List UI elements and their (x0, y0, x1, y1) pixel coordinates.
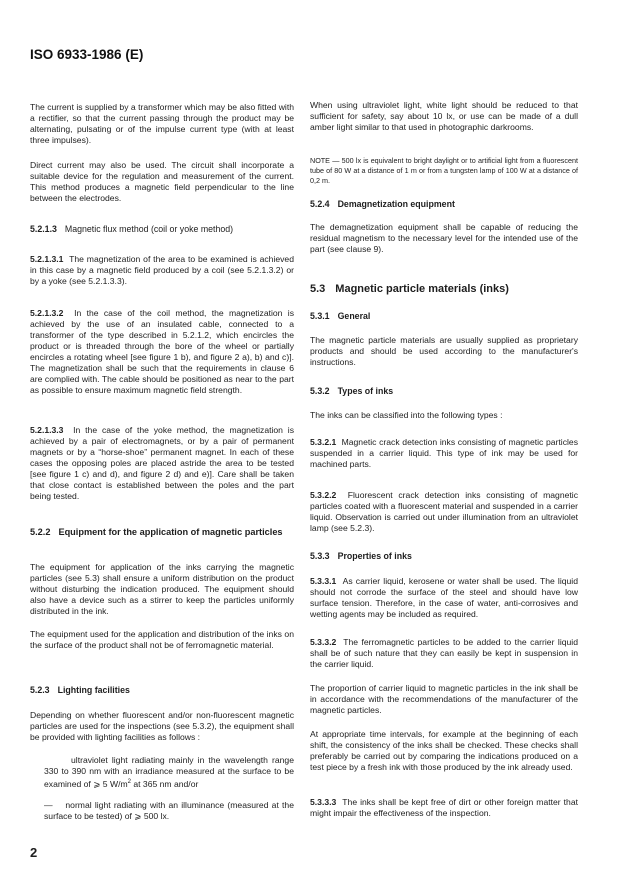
dash-bullet: — (44, 800, 53, 810)
section-heading-5-3-3 (310, 551, 578, 562)
clause-number: 5.2.1.3.1 (30, 254, 64, 264)
paragraph: At appropriate time intervals, for example at the beginning of each shift, the consistency of the inks shall be checked. These checks shall preferably be carried out by comparing the indications produced on a test piece by a fresh ink with those produced by the ink already used. (310, 729, 578, 772)
clause-number: 5.3.3.1 (310, 576, 337, 586)
section-title: Magnetic particle materials (inks) (335, 283, 509, 295)
clause-5-2-1-3-2 (30, 308, 294, 396)
paragraph: The demagnetization equipment shall be capable of reducing the residual magnetism to the necessary level for the intended use of the part (see clause 9). (310, 222, 578, 254)
clause-text: In the case of the yoke method, the magnetization is achieved by a pair of electromagnets, or by a pair of permanent magnets or by a “horse-shoe” permanent magnet. In each of these cases the opposing poles are placed astride the area to be tested [see figure 1 c) and d), and figure 2 d) and e)]. Care shall be taken that close contact is established between the poles and the part being tested. (30, 425, 295, 501)
section-heading-5-2-2 (30, 527, 294, 538)
clause-5-3-2-2 (310, 490, 578, 534)
section-title: Demagnetization equipment (337, 199, 455, 209)
clause-5-3-3-2 (310, 637, 578, 670)
clause-number: 5.2.1.3.3 (30, 425, 64, 435)
clause-5-3-3-1 (310, 576, 578, 620)
section-title: Types of inks (337, 386, 394, 396)
paragraph: Direct current may also be used. The circuit shall incorporate a suitable device for the regulation and measurement of the current. This method produces a magnetic field perpendicular to the line between the electrodes. (30, 160, 294, 203)
section-number: 5.3.3 (310, 551, 330, 561)
clause-text: In the case of the coil method, the magnetization is achieved by the use of an insulated cable, connected to a transformer of the type described in 5.2.1.2, which encircles the product or is threaded through the bore of the wheel or partially encircles a rotating wheel [see figure 1 b), and figure 2 a), b) and c)]. The magnetization shall be such that the requirements in clause 6 are complied with. The cable should be positioned as near to the part as possible to ensure maximum magnetic field strength. (30, 308, 294, 395)
clause-text: Magnetic crack detection inks consisting of magnetic particles suspended in a carrier liquid. This type of ink may be used for machined parts. (310, 437, 578, 469)
section-heading-5-3 (310, 283, 578, 296)
clause-text: As carrier liquid, kerosene or water shall be used. The liquid should not corrode the surface of the steel and should have low surface tension. Therefore, in the case of water, anti-corrosives and wetting agents may be included as required. (310, 576, 578, 619)
clause-5-2-1-3-1 (30, 254, 294, 287)
list-item-normal-light (30, 800, 294, 822)
section-title: Properties of inks (337, 551, 412, 561)
superscript: 2 (127, 779, 131, 785)
document-header: ISO 6933-1986 (E) (30, 47, 144, 62)
list-item-text: normal light radiating with an illuminance (measured at the surface to be tested) of ⩾ 500 lx. (44, 800, 294, 821)
section-heading-5-3-2 (310, 386, 578, 397)
clause-number: 5.3.2.1 (310, 437, 337, 447)
paragraph: The equipment used for the application and distribution of the inks on the surface of the product shall not be of ferromagnetic material. (30, 629, 294, 650)
clause-text: Fluorescent crack detection inks consisting of magnetic particles coated with a fluorescent material and suspended in a carrier liquid. Observation is carried out under illumination from an ultraviolet lamp (see 5.2.3). (310, 490, 578, 533)
section-title: General (337, 311, 371, 321)
page-number: 2 (30, 845, 38, 860)
section-number: 5.3.2 (310, 386, 330, 396)
list-item-text: ultraviolet light radiating mainly in the wavelength range 330 to 390 nm with an irradiance measured at the surface to be examined of ⩾ 5 W/m (44, 755, 294, 789)
section-title: Lighting facilities (57, 685, 130, 695)
section-number: 5.2.4 (310, 199, 330, 209)
clause-text: The inks shall be kept free of dirt or other foreign matter that might impair the effectiveness of the inspection. (310, 797, 579, 818)
section-title: Magnetic flux method (coil or yoke method) (64, 224, 234, 234)
clause-number: 5.3.3.3 (310, 797, 337, 807)
clause-5-3-3-3 (310, 797, 578, 819)
section-number: 5.2.1.3 (30, 224, 57, 234)
clause-number: 5.2.1.3.2 (30, 308, 64, 318)
paragraph: The proportion of carrier liquid to magnetic particles in the ink shall be in accordance with the recommendations of the manufacturer of the magnetic particles. (310, 683, 578, 715)
paragraph: The magnetic particle materials are usually supplied as proprietary products and should be used according to the manufacturer's instructions. (310, 335, 578, 367)
section-heading-5-2-1-3 (30, 224, 294, 235)
section-heading-5-2-4 (310, 199, 578, 210)
section-heading-5-2-3 (30, 685, 294, 696)
paragraph: Depending on whether fluorescent and/or non-fluorescent magnetic particles are used for the inspections (see 5.3.2), the equipment shall be provided with lighting facilities as follows : (30, 710, 294, 742)
list-item-text: at 365 nm and/or (130, 778, 199, 789)
clause-text: The ferromagnetic particles to be added to the carrier liquid shall be of such nature that they can easily be kept in suspension in the carrier liquid. (310, 637, 578, 669)
clause-5-2-1-3-3 (30, 425, 294, 502)
paragraph: The inks can be classified into the following types : (310, 410, 503, 420)
section-number: 5.3.1 (310, 311, 330, 321)
section-number: 5.2.3 (30, 685, 50, 695)
paragraph: When using ultraviolet light, white light should be reduced to that sufficient for safety, say about 10 lx, or use can be made of a dull amber light similar to that used in photographic darkrooms. (310, 100, 578, 132)
paragraph: The equipment for application of the inks carrying the magnetic particles (see 5.3) shall ensure a uniform distribution on the product without disturbing the indication produced. The equipment should also have a device such as a stirrer to keep the particles uniformly distributed in the ink. (30, 562, 294, 616)
section-title: Equipment for the application of magnetic particles (58, 527, 283, 537)
note: NOTE — 500 lx is equivalent to bright daylight or to artificial light from a fluorescent tube of 80 W at a distance of 1 m or from a tungsten lamp of 100 W at a distance of 0,2 m. (310, 156, 578, 185)
clause-text: The magnetization of the area to be examined is achieved in this case by a magnetic field produced by a coil (see 5.2.1.3.2) or by a yoke (see 5.2.1.3.3). (30, 254, 294, 286)
clause-5-3-2-1 (310, 437, 578, 470)
section-heading-5-3-1 (310, 311, 578, 322)
list-item-uv-light (30, 755, 294, 790)
clause-number: 5.3.2.2 (310, 490, 337, 500)
paragraph: The current is supplied by a transformer which may be also fitted with a rectifier, so that the current passing through the product may be alternating, pulsating or of the impulse current type (with at least three impulses). (30, 102, 294, 145)
section-number: 5.2.2 (30, 527, 51, 537)
section-number: 5.3 (310, 283, 326, 295)
clause-number: 5.3.3.2 (310, 637, 337, 647)
